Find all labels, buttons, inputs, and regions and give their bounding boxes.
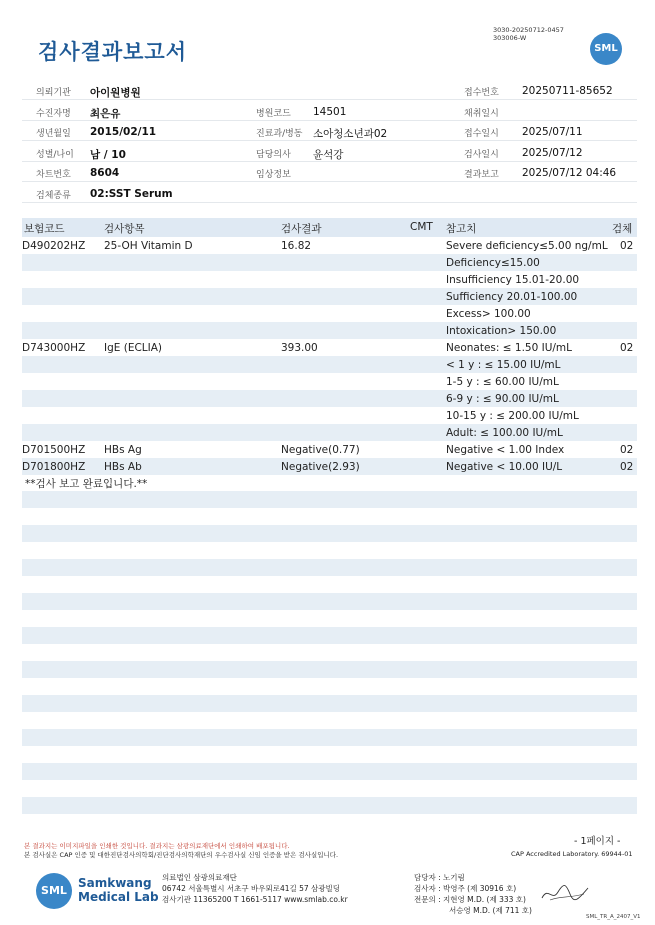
cell-ref: Intoxication> 150.00 xyxy=(446,325,557,337)
page-number: - 1페이지 - xyxy=(574,836,621,847)
info-label: 의뢰기관 xyxy=(36,88,71,98)
cell-item: HBs Ab xyxy=(104,461,142,473)
info-label: 병원코드 xyxy=(256,108,291,119)
cell-ref: Deficiency≤15.00 xyxy=(446,257,540,269)
empty-row xyxy=(22,593,637,610)
cell-code: D701800HZ xyxy=(22,461,86,473)
info-value: 소아청소년과02 xyxy=(313,128,388,140)
info-label: 결과보고 xyxy=(464,170,499,180)
staff-line-2: 검사자 : 박영주 (제 30916 호) xyxy=(414,884,517,893)
empty-row xyxy=(22,525,637,542)
col-cmt: CMT xyxy=(410,221,433,233)
cell-spec: 02 xyxy=(620,342,634,354)
cell-ref: Sufficiency 20.01-100.00 xyxy=(446,291,578,303)
info-row xyxy=(22,183,637,203)
address-line-1: 의료법인 삼광의료재단 xyxy=(162,873,237,882)
staff-line-3: 전문의 : 지현영 M.D. (제 333 호) xyxy=(414,895,526,904)
cell-ref: Insufficiency 15.01-20.00 xyxy=(446,274,580,286)
cell-item: HBs Ag xyxy=(104,444,142,456)
info-label: 접수일시 xyxy=(464,129,499,139)
empty-row xyxy=(22,763,637,780)
empty-row xyxy=(22,695,637,712)
certification-notice: 본 검사실은 CAP 인증 및 대한진단검사의학회/진단검사의학재단의 우수검사실 신임 인증을 받은 검사실입니다. xyxy=(24,851,339,859)
info-label: 진료과/병동 xyxy=(256,129,303,139)
info-label: 생년월일 xyxy=(36,129,71,139)
info-value: 2025/07/12 04:46 xyxy=(522,167,617,179)
address-line-3: 검사기관 11365200 T 1661-5117 www.smlab.co.kr xyxy=(162,895,348,904)
info-label: 수진자명 xyxy=(36,108,71,119)
cell-ref: Neonates: ≤ 1.50 IU/mL xyxy=(446,342,572,354)
document-id xyxy=(493,26,564,42)
cell-ref: Excess> 100.00 xyxy=(446,308,531,320)
table-row xyxy=(22,424,637,441)
info-value: 20250711-85652 xyxy=(522,85,613,97)
info-row xyxy=(22,142,637,162)
cell-result: 16.82 xyxy=(281,240,312,252)
empty-row xyxy=(22,559,637,576)
doc-id-line-2: 303006-W xyxy=(493,34,527,42)
brand-line-2: Medical Lab xyxy=(78,890,159,904)
print-notice: 본 결과지는 이미지파일을 인쇄한 것입니다. 결과지는 삼광의료재단에서 인쇄하여 배포됩니다. xyxy=(24,842,290,850)
table-row xyxy=(22,441,637,458)
empty-row xyxy=(22,661,637,678)
report-title: 검사결과보고서 xyxy=(38,40,188,64)
cell-code: D490202HZ xyxy=(22,240,86,252)
doc-id-line-1: 3030-20250712-0457 xyxy=(493,26,564,34)
staff-line-4: 서승영 M.D. (제 711 호) xyxy=(449,906,532,915)
cell-result: Negative(0.77) xyxy=(281,444,360,456)
table-row xyxy=(22,288,637,305)
info-label: 검사일시 xyxy=(464,149,499,160)
cell-ref: < 1 y : ≤ 15.00 IU/mL xyxy=(446,359,561,371)
cell-spec: 02 xyxy=(620,444,634,456)
cell-ref: Negative < 10.00 IU/L xyxy=(446,461,563,473)
empty-row xyxy=(22,729,637,746)
info-value: 남 / 10 xyxy=(90,148,126,161)
table-row xyxy=(22,322,637,339)
info-value: 아이원병원 xyxy=(90,87,141,99)
info-row xyxy=(22,101,637,121)
info-value: 최은유 xyxy=(90,107,121,120)
info-label: 담당의사 xyxy=(256,149,291,160)
col-reference: 참고치 xyxy=(446,223,477,235)
info-row xyxy=(22,121,637,141)
info-value: 윤석강 xyxy=(313,148,344,161)
col-insurance-code: 보험코드 xyxy=(24,223,65,235)
table-row xyxy=(22,407,637,424)
lab-address xyxy=(162,872,348,905)
cell-code: D743000HZ xyxy=(22,342,86,354)
table-row xyxy=(22,339,637,356)
address-line-2: 06742 서울특별시 서초구 바우뫼로41길 57 삼광빌딩 xyxy=(162,884,341,893)
completion-note: **검사 보고 완료입니다.** xyxy=(25,478,148,490)
info-label: 채취일시 xyxy=(464,108,499,119)
cell-spec: 02 xyxy=(620,240,634,252)
cell-ref: Adult: ≤ 100.00 IU/mL xyxy=(446,427,563,439)
sml-logo-icon: SML xyxy=(590,33,622,65)
info-label: 성별/나이 xyxy=(36,149,74,160)
brand-line-1: Samkwang xyxy=(78,876,152,890)
info-label: 임상정보 xyxy=(256,170,291,180)
cell-spec: 02 xyxy=(620,461,634,473)
signature-icon xyxy=(540,880,590,906)
cell-ref: 6-9 y : ≤ 90.00 IU/mL xyxy=(446,393,559,405)
cell-result: 393.00 xyxy=(281,342,318,354)
info-label: 접수번호 xyxy=(464,88,499,98)
cell-code: D701500HZ xyxy=(22,444,86,456)
table-row xyxy=(22,458,637,475)
form-number: SML_TR_A_2407_V1 xyxy=(586,914,641,920)
table-row xyxy=(22,237,637,254)
col-result: 검사결과 xyxy=(281,223,322,235)
cap-accreditation: CAP Accredited Laboratory. 69944-01 xyxy=(511,850,633,858)
sml-footer-logo-icon: SML xyxy=(36,873,72,909)
empty-row xyxy=(22,627,637,644)
info-value: 14501 xyxy=(313,105,347,118)
info-value: 8604 xyxy=(90,167,120,179)
staff-info xyxy=(414,872,526,905)
info-value: 2015/02/11 xyxy=(90,126,157,138)
empty-row xyxy=(22,491,637,508)
cell-item: 25-OH Vitamin D xyxy=(104,240,193,252)
cell-result: Negative(2.93) xyxy=(281,461,360,473)
results-table-header xyxy=(22,218,637,237)
col-specimen: 검체 xyxy=(612,223,633,235)
table-row xyxy=(22,373,637,390)
info-value: 02:SST Serum xyxy=(90,187,173,200)
cell-ref: Negative < 1.00 Index xyxy=(446,444,565,456)
staff-line-1: 담당자 : 노기림 xyxy=(414,873,465,882)
brand-name xyxy=(78,876,159,904)
cell-ref: Severe deficiency≤5.00 ng/mL xyxy=(446,240,608,252)
cell-item: IgE (ECLIA) xyxy=(104,342,163,354)
col-test-item: 검사항목 xyxy=(104,223,145,235)
table-row xyxy=(22,254,637,271)
table-row xyxy=(22,305,637,322)
info-row xyxy=(22,80,637,100)
info-label: 차트번호 xyxy=(36,170,71,180)
cell-ref: 10-15 y : ≤ 200.00 IU/mL xyxy=(446,410,579,422)
info-value: 2025/07/11 xyxy=(522,126,583,138)
info-row xyxy=(22,162,637,182)
table-row xyxy=(22,271,637,288)
info-label: 검체종류 xyxy=(36,190,71,201)
info-value: 2025/07/12 xyxy=(522,146,583,159)
empty-row xyxy=(22,797,637,814)
cell-ref: 1-5 y : ≤ 60.00 IU/mL xyxy=(446,376,559,388)
table-row xyxy=(22,356,637,373)
table-row xyxy=(22,390,637,407)
